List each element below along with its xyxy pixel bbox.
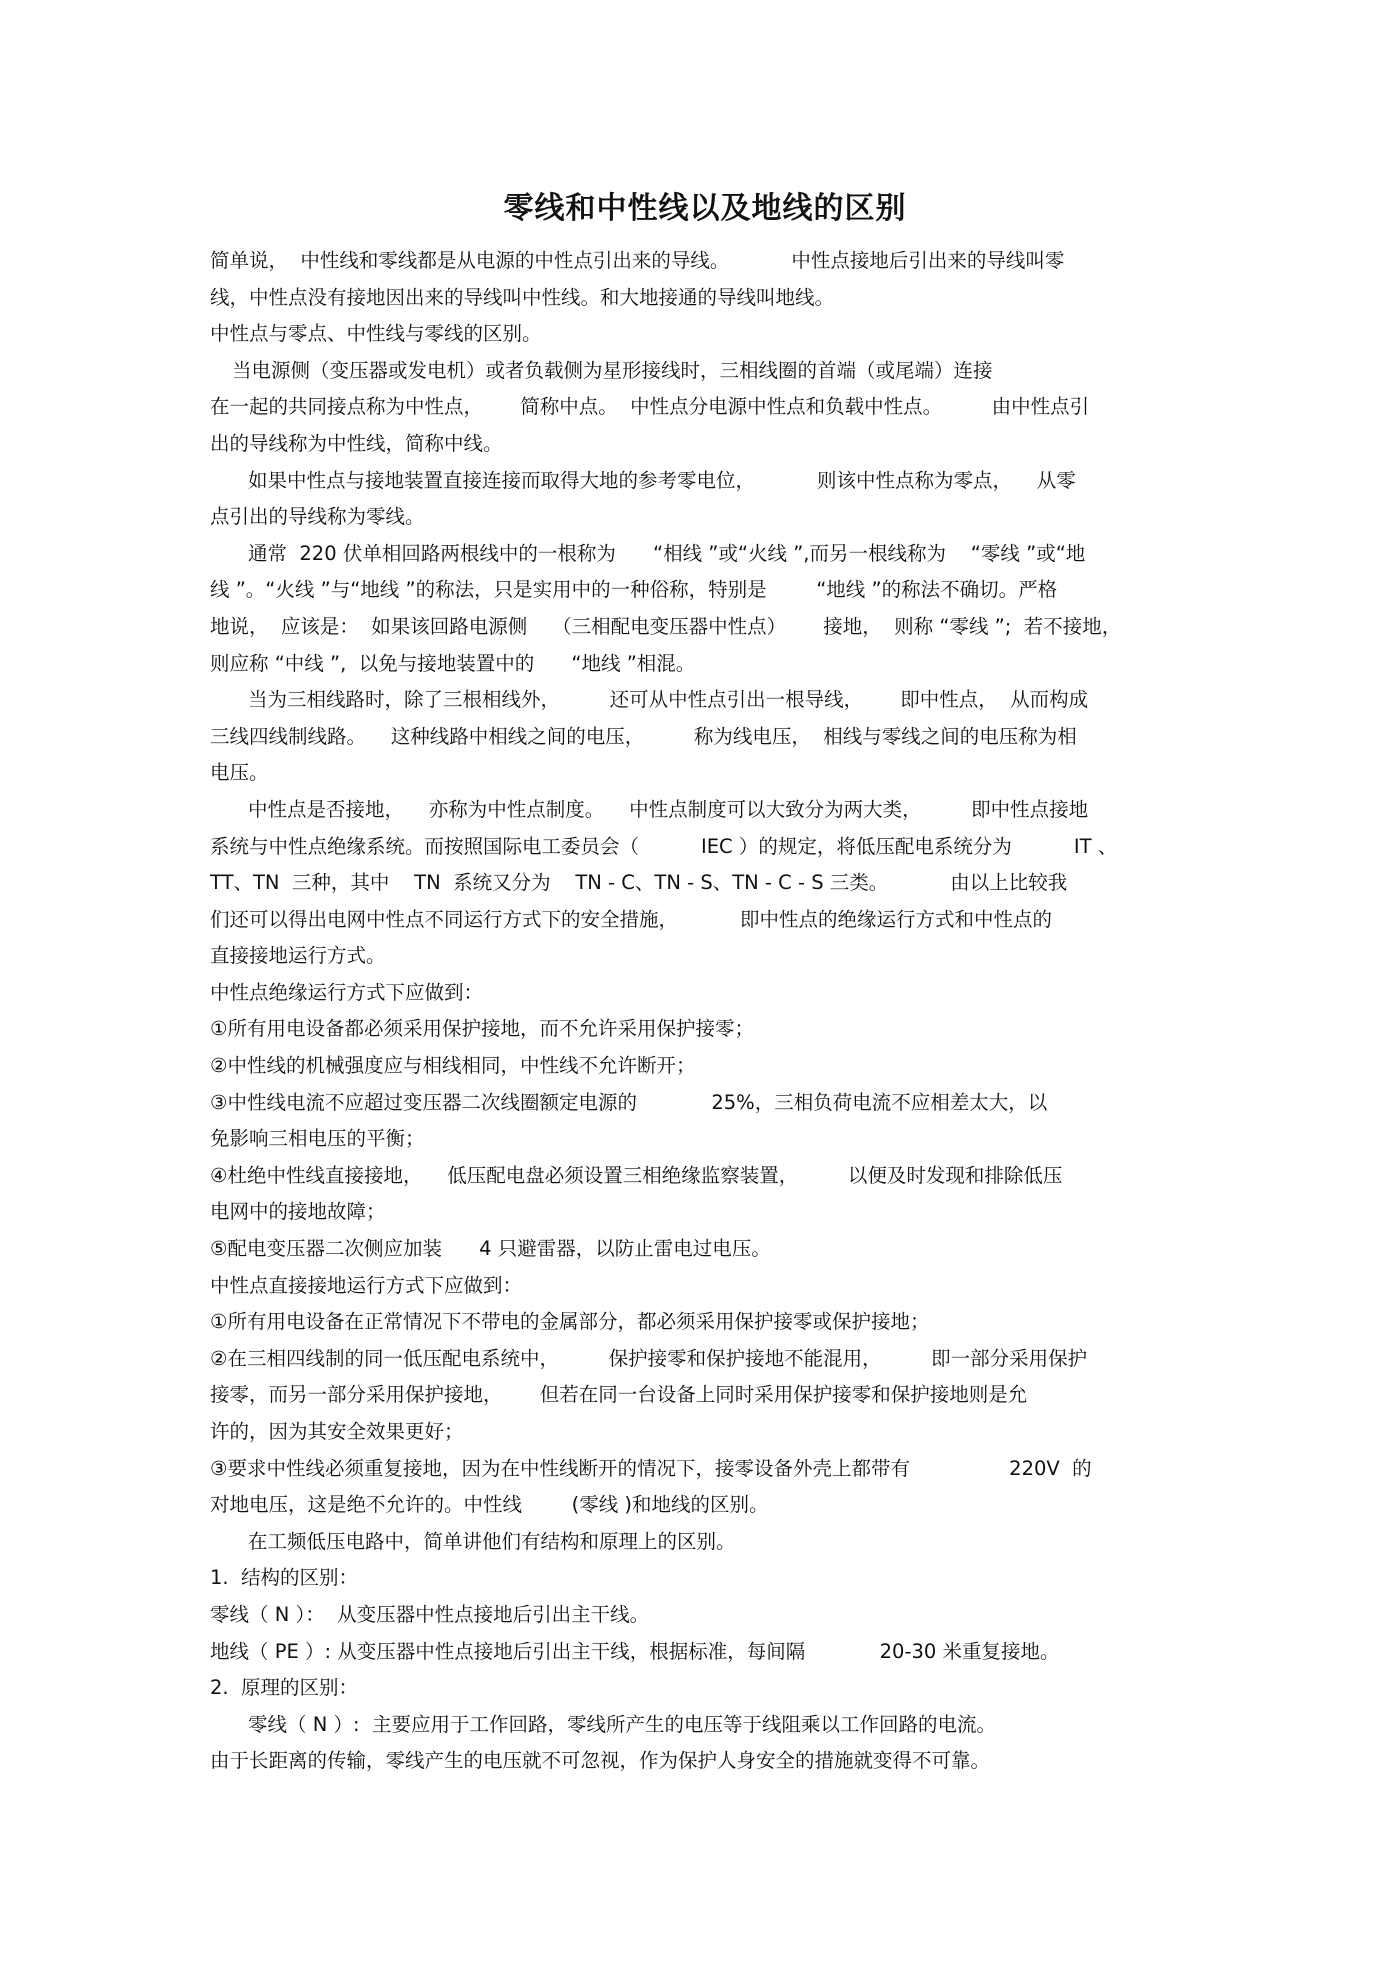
text-line: ①所有用电设备在正常情况下不带电的金属部分，都必须采用保护接零或保护接地；: [210, 1310, 930, 1334]
text-line: 许的，因为其安全效果更好；: [210, 1420, 464, 1443]
text-line: TT、TN 三种，其中 TN 系统又分为 TN - C、TN - S、TN - C - S 三类。 由以上比较我: [210, 871, 1068, 895]
text-line: 在工频低压电路中，简单讲他们有结构和原理上的区别。: [248, 1529, 736, 1553]
text-line: 中性点是否接地， 亦称为中性点制度。 中性点制度可以大致分为两大类， 即中性点接地: [248, 797, 1089, 821]
text-line: 出的导线称为中性线，简称中线。: [210, 431, 503, 455]
text-line: 免影响三相电压的平衡；: [210, 1127, 425, 1151]
text-line: 对地电压，这是绝不允许的。中性线 (零线 )和地线的区别。: [210, 1493, 769, 1517]
text-line: 当电源侧（变压器或发电机）或者负载侧为星形接线时，三相线圈的首端（或尾端）连接: [232, 358, 993, 382]
text-line: 直接接地运行方式。: [210, 944, 386, 968]
text-line: 1. 结构的区别：: [210, 1566, 359, 1590]
text-line: 如果中性点与接地装置直接连接而取得大地的参考零电位， 则该中性点称为零点， 从零: [248, 468, 1076, 492]
text-line: 当为三相线路时，除了三根相线外， 还可从中性点引出一根导线， 即中性点， 从而构成: [248, 688, 1089, 712]
text-line: 电网中的接地故障；: [210, 1200, 386, 1224]
text-line: ②在三相四线制的同一低压配电系统中， 保护接零和保护接地不能混用， 即一部分采用保护: [210, 1346, 1088, 1370]
text-line: 点引出的导线称为零线。: [210, 505, 425, 529]
text-line: ③要求中性线必须重复接地，因为在中性线断开的情况下，接零设备外壳上都带有 220V 的: [210, 1456, 1092, 1480]
text-line: 简单说， 中性线和零线都是从电源的中性点引出来的导线。 中性点接地后引出来的导线叫零: [210, 249, 1065, 272]
text-line: 则应称 “中线 ”, 以免与接地装置中的 “地线 ”相混。: [210, 651, 696, 675]
text-line: 地线（ PE ）: 从变压器中性点接地后引出主干线，根据标准，每间隔 20-30 米重复接地。: [210, 1639, 1060, 1663]
text-line: ④杜绝中性线直接接地， 低压配电盘必须设置三相绝缘监察装置， 以便及时发现和排除低压: [210, 1163, 1063, 1187]
text-line: 2. 原理的区别：: [210, 1676, 359, 1700]
text-line: 零线（ N ）: 主要应用于工作回路，零线所产生的电压等于线阻乘以工作回路的电流。: [248, 1712, 996, 1736]
text-line: 线 ”。“火线 ”与“地线 ”的称法，只是实用中的一种俗称，特别是 “地线 ”的称法不确切。严格: [210, 578, 1058, 602]
text-line: 地说， 应该是： 如果该回路电源侧 （三相配电变压器中性点） 接地， 则称 “零线 ”; 若不接地，: [210, 614, 1122, 638]
text-line: 由于长距离的传输，零线产生的电压就不可忽视，作为保护人身安全的措施就变得不可靠。: [210, 1749, 991, 1773]
text-line: 电压。: [210, 761, 269, 785]
text-line: 们还可以得出电网中性点不同运行方式下的安全措施， 即中性点的绝缘运行方式和中性点的: [210, 907, 1052, 931]
text-line: 线，中性点没有接地因出来的导线叫中性线。和大地接通的导线叫地线。: [210, 285, 835, 309]
document-page: [210, 185, 1200, 1780]
text-line: 中性点与零点、中性线与零线的区别。: [210, 322, 542, 346]
text-line: 接零，而另一部分采用保护接地， 但若在同一台设备上同时采用保护接零和保护接地则是允: [210, 1383, 1028, 1407]
document-title: 零线和中性线以及地线的区别: [503, 191, 907, 226]
document-body: [210, 243, 1200, 1780]
text-line: ⑤配电变压器二次侧应加装 4 只避雷器，以防止雷电过电压。: [210, 1237, 771, 1261]
text-line: 零线（ N ）： 从变压器中性点接地后引出主干线。: [210, 1602, 650, 1626]
text-line: 三线四线制线路。 这种线路中相线之间的电压， 称为线电压， 相线与零线之间的电压称为相: [210, 724, 1077, 748]
text-line: 中性点直接接地运行方式下应做到：: [210, 1273, 523, 1297]
text-line: ①所有用电设备都必须采用保护接地，而不允许采用保护接零；: [210, 1017, 754, 1041]
text-line: 通常 220 伏单相回路两根线中的一根称为 “相线 ”或“火线 ”,而另一根线称为 “零线 ”或“地: [248, 541, 1086, 565]
text-line: 系统与中性点绝缘系统。而按照国际电工委员会（ IEC ）的规定，将低压配电系统分为 IT 、: [210, 834, 1118, 858]
text-line: ③中性线电流不应超过变压器二次线圈额定电源的 25%，三相负荷电流不应相差太大，以: [210, 1090, 1048, 1114]
text-line: 中性点绝缘运行方式下应做到：: [210, 980, 484, 1004]
text-line: 在一起的共同接点称为中性点， 简称中点。 中性点分电源中性点和负载中性点。 由中性点引: [210, 395, 1090, 419]
text-line: ②中性线的机械强度应与相线相同，中性线不允许断开；: [210, 1054, 696, 1078]
